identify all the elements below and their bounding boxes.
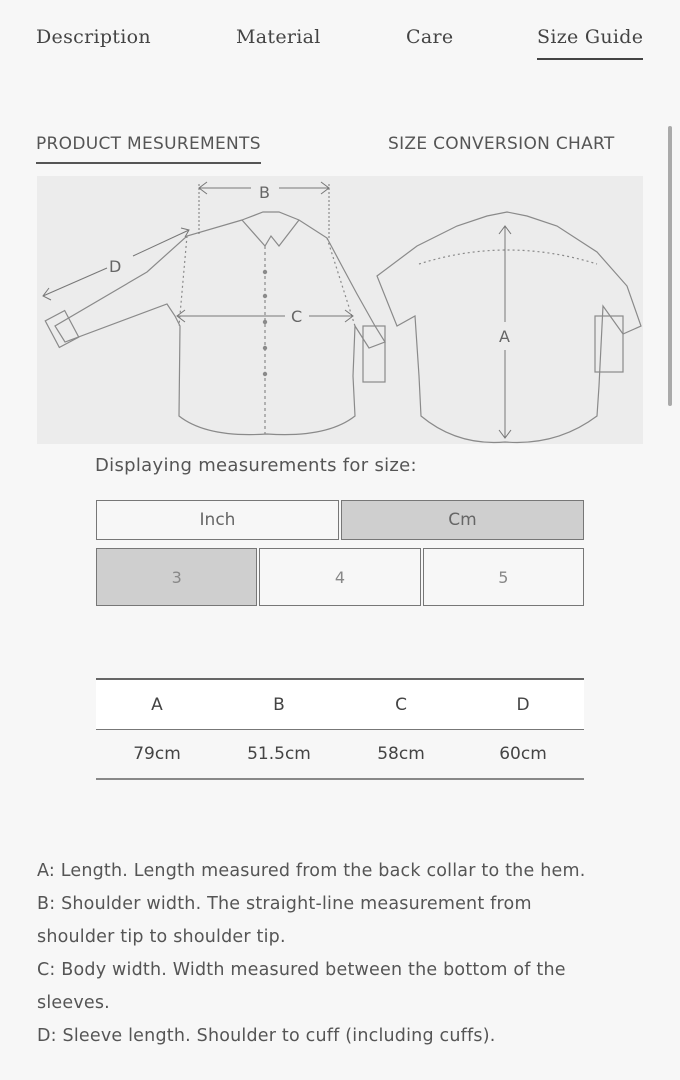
measurement-value-row [96, 730, 584, 780]
tab-size-conversion-chart[interactable]: SIZE CONVERSION CHART [388, 134, 615, 154]
header-a: A [151, 694, 163, 715]
value-c: 58cm [377, 744, 425, 764]
unit-cm-button[interactable]: Cm [341, 500, 584, 540]
unit-toggle [96, 500, 584, 540]
definition-line: D: Sleeve length. Shoulder to cuff (including cuffs). [37, 1026, 496, 1046]
measurement-table [96, 678, 584, 780]
top-tab-bar [0, 0, 680, 70]
size-prompt: Displaying measurements for size: [95, 455, 417, 476]
size-5-button[interactable]: 5 [423, 548, 584, 606]
size-selector [96, 548, 584, 606]
value-d: 60cm [499, 744, 547, 764]
shirt-illustration [37, 176, 643, 444]
definition-line: sleeves. [37, 993, 110, 1013]
tab-care[interactable]: Care [406, 26, 454, 48]
diagram-label-b: B [259, 183, 270, 202]
definition-line: A: Length. Length measured from the back collar to the hem. [37, 861, 586, 881]
vertical-scrollbar[interactable] [668, 126, 672, 406]
header-c: C [395, 694, 407, 715]
value-a: 79cm [133, 744, 181, 764]
diagram-label-c: C [291, 307, 303, 326]
tab-material[interactable]: Material [236, 26, 321, 48]
measurement-header-row [96, 678, 584, 730]
definition-line: shoulder tip to shoulder tip. [37, 927, 286, 947]
header-b: B [273, 694, 285, 715]
size-4-button[interactable]: 4 [259, 548, 420, 606]
unit-inch-button[interactable]: Inch [96, 500, 339, 540]
tab-size-guide[interactable]: Size Guide [537, 26, 643, 60]
tab-product-measurements[interactable]: PRODUCT MESUREMENTS [36, 134, 261, 164]
value-b: 51.5cm [247, 744, 311, 764]
measurement-definitions [37, 855, 637, 1053]
front-shirt-outline [55, 212, 385, 435]
diagram-label-a: A [499, 327, 510, 346]
size-3-button[interactable]: 3 [96, 548, 257, 606]
shirt-measurement-diagram [37, 176, 643, 444]
definition-line: B: Shoulder width. The straight-line measurement from [37, 894, 532, 914]
header-d: D [516, 694, 530, 715]
definition-line: C: Body width. Width measured between the bottom of the [37, 960, 566, 980]
diagram-label-d: D [109, 257, 122, 276]
tab-description[interactable]: Description [36, 26, 151, 48]
